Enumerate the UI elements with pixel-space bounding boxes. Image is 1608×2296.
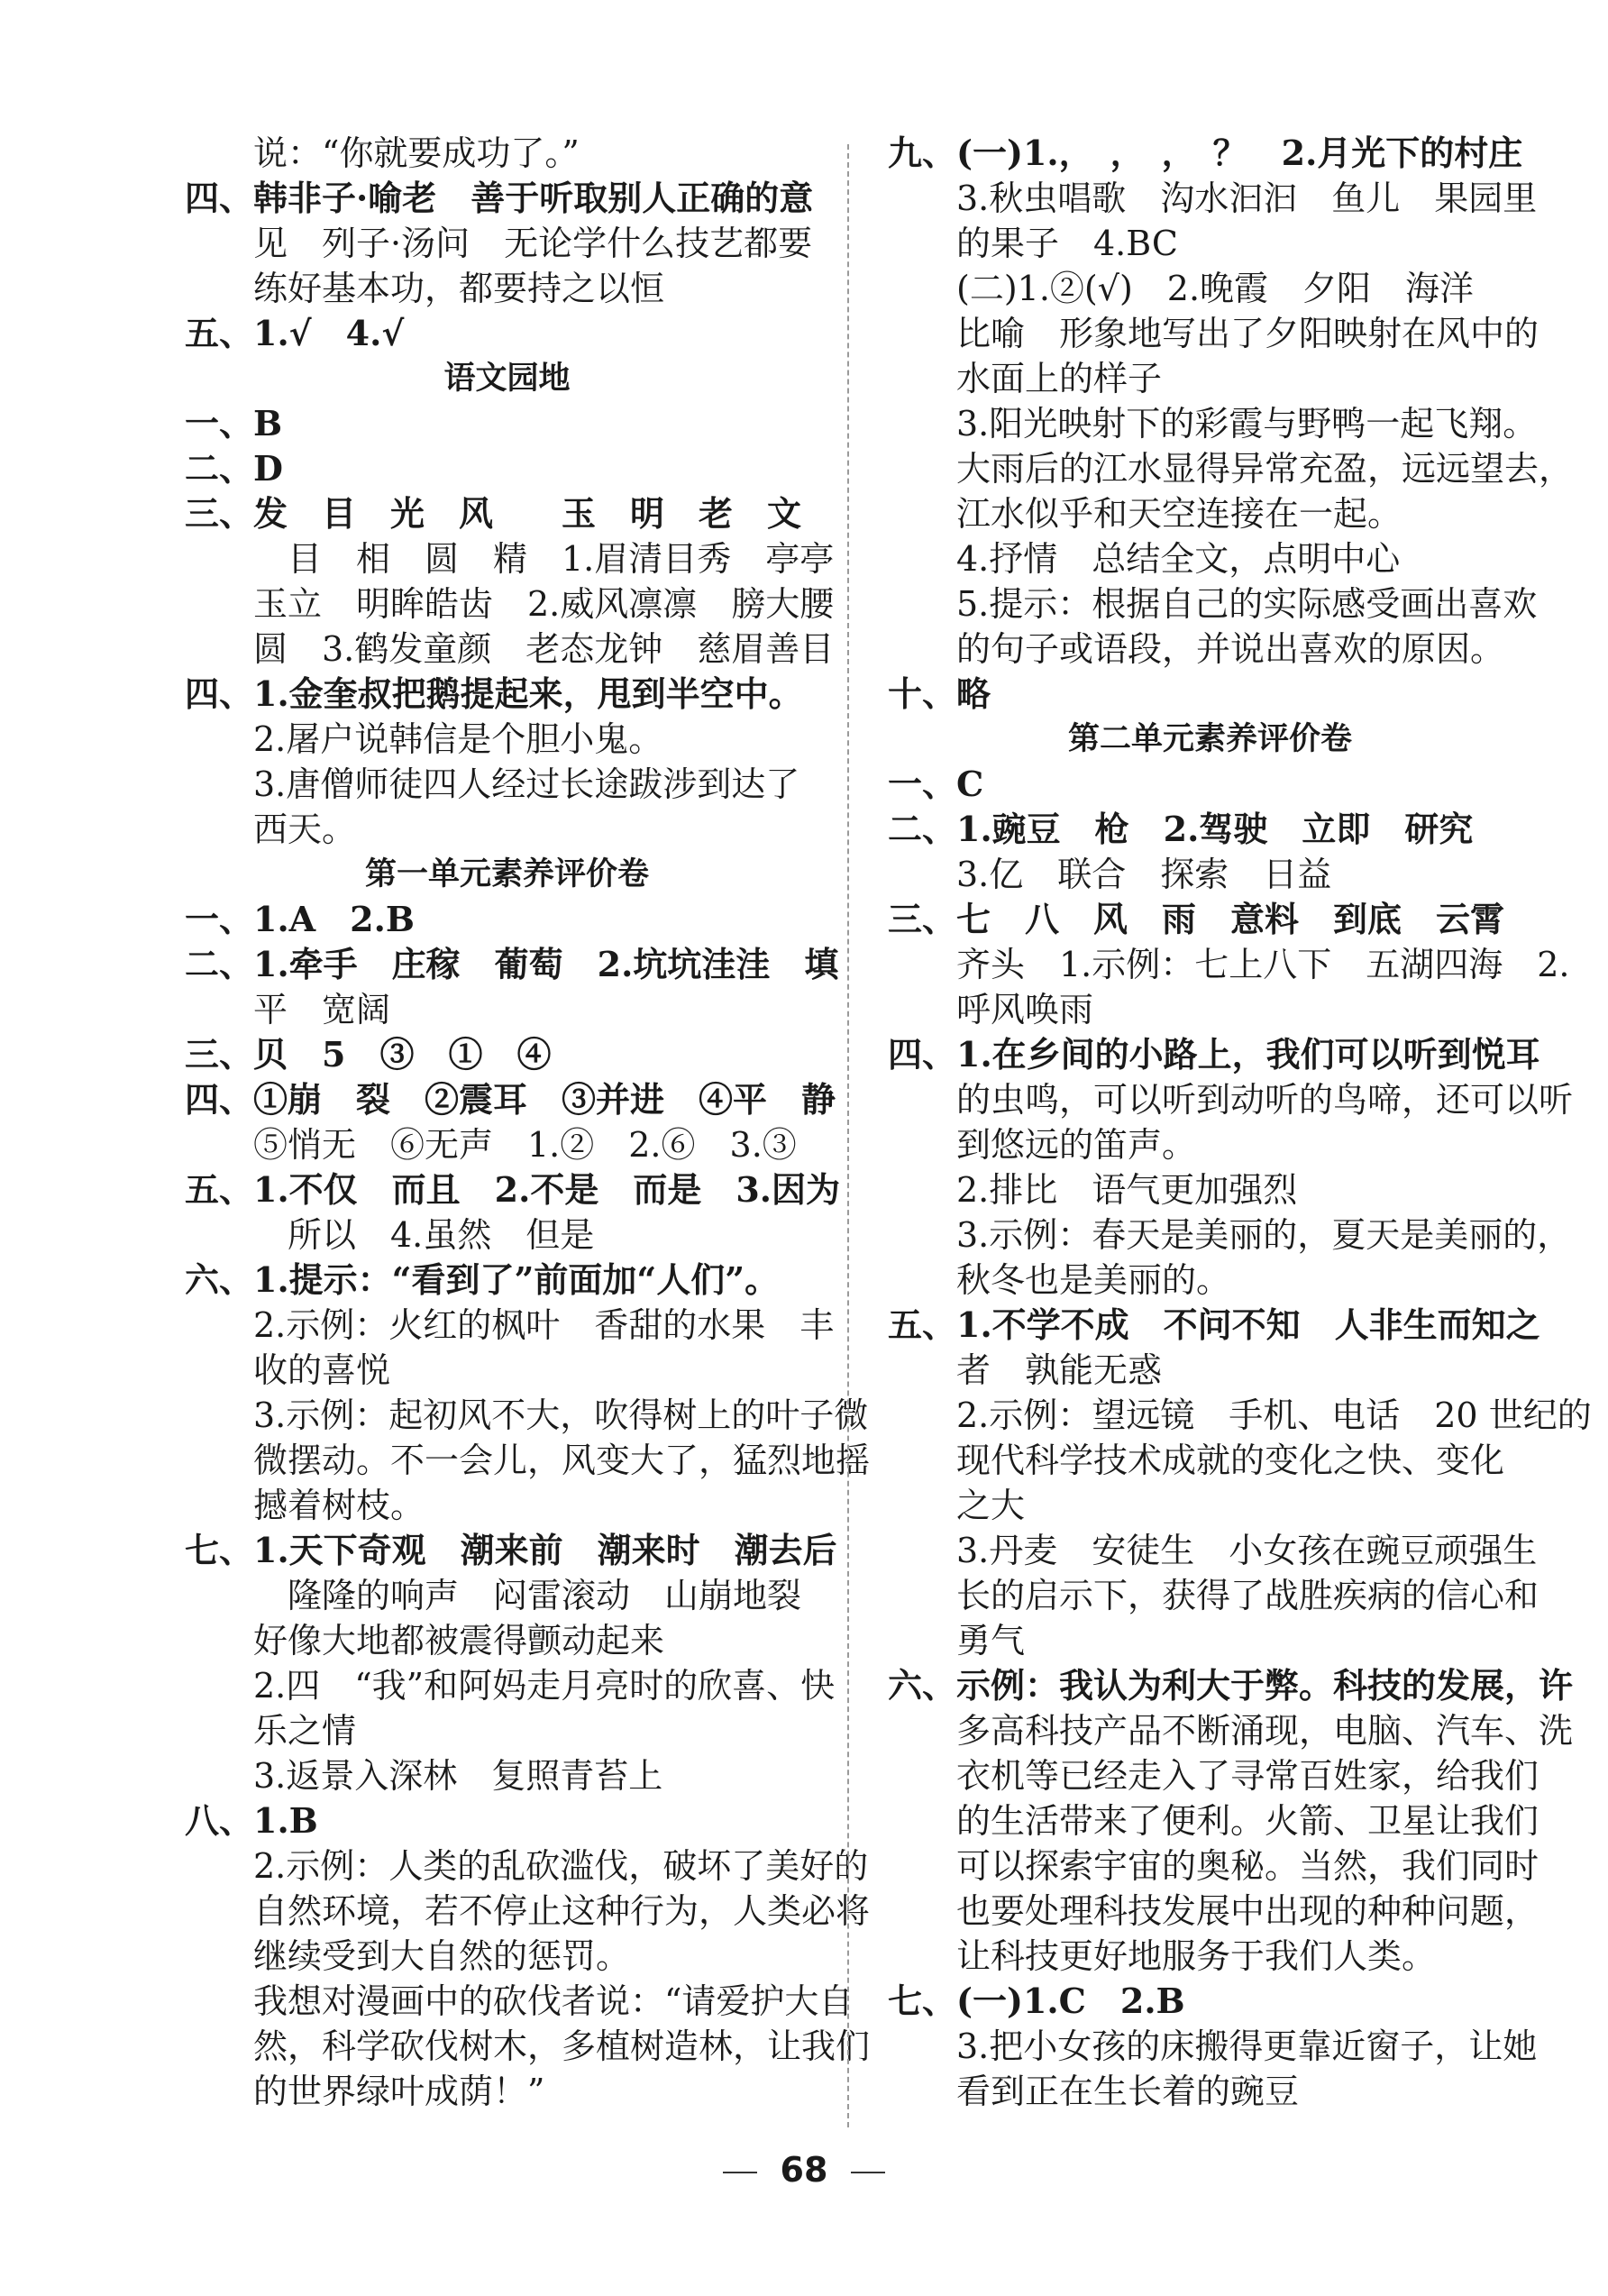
answer-line: 齐头 1.示例：七上八下 五湖四海 2. xyxy=(956,945,1570,984)
answer-line: 收的喜悦 xyxy=(253,1350,391,1390)
answer-line: 自然环境，若不停止这种行为，人类必将 xyxy=(253,1891,871,1931)
answer-line: 现代科学技术成就的变化之快、变化 xyxy=(956,1441,1505,1480)
answer-line: 三、发 目 光 风 玉 明 老 文 xyxy=(185,493,802,534)
right-column xyxy=(888,131,1592,2114)
answer-line: 我想对漫画中的砍伐者说：“请爱护大自 xyxy=(253,1981,854,2021)
answer-line: 3.丹麦 安徒生 小女孩在豌豆顽强生 xyxy=(956,1531,1538,1570)
answer-line: 的果子 4.BC xyxy=(956,224,1178,263)
answer-line: 十、略 xyxy=(888,673,991,714)
answer-line: 3.示例：春天是美丽的，夏天是美丽的， xyxy=(956,1215,1572,1255)
answer-line: 2.示例：火红的枫叶 香甜的水果 丰 xyxy=(253,1305,835,1345)
answer-line: 二、1.牵手 庄稼 葡萄 2.坑坑洼洼 填 xyxy=(185,944,839,984)
answer-line: 2.示例：望远镜 手机、电话 20 世纪的 xyxy=(956,1395,1592,1435)
answer-line: 七、1.天下奇观 潮来前 潮来时 潮去后 xyxy=(185,1530,837,1570)
answer-line: 四、1.在乡间的小路上，我们可以听到悦耳 xyxy=(888,1034,1540,1075)
answer-line: 练好基本功，都要持之以恒 xyxy=(253,269,665,308)
answer-line: 2.示例：人类的乱砍滥伐，破坏了美好的 xyxy=(253,1846,869,1886)
answer-line: 一、C xyxy=(888,764,984,804)
answer-line: 者 孰能无惑 xyxy=(956,1350,1163,1390)
footer-dash-right xyxy=(851,2172,885,2173)
answer-line: 平 宽阔 xyxy=(253,990,391,1029)
answer-line: 之大 xyxy=(956,1486,1026,1525)
answer-line: 江水似乎和天空连接在一起。 xyxy=(956,494,1402,534)
left-column xyxy=(185,131,871,2114)
section-heading: 语文园地 xyxy=(443,361,571,397)
answer-line: 继续受到大自然的惩罚。 xyxy=(253,1936,631,1976)
answer-line: 玉立 明眸皓齿 2.威风凛凛 膀大腰 xyxy=(253,584,835,624)
answer-line: 见 列子·汤问 无论学什么技艺都要 xyxy=(253,224,813,263)
answer-line: 2.排比 语气更加强烈 xyxy=(956,1170,1298,1210)
answer-line: 2.屠户说韩信是个胆小鬼。 xyxy=(253,719,663,759)
answer-line: 圆 3.鹤发童颜 老态龙钟 慈眉善目 xyxy=(253,629,835,669)
answer-line: 的世界绿叶成荫！” xyxy=(253,2072,545,2111)
answer-line: 的虫鸣，可以听到动听的鸟啼，还可以听 xyxy=(956,1080,1574,1120)
answer-line: 撼着树枝。 xyxy=(253,1486,425,1525)
footer-dash-left xyxy=(723,2172,757,2173)
answer-line: 多高科技产品不断涌现，电脑、汽车、洗 xyxy=(956,1711,1574,1751)
answer-line: ⑤悄无 ⑥无声 1.② 2.⑥ 3.③ xyxy=(253,1125,797,1165)
answer-line: 3.唐僧师徒四人经过长途跋涉到达了 xyxy=(253,764,800,804)
answer-line: 看到正在生长着的豌豆 xyxy=(956,2072,1300,2111)
answer-line: 五、1.不仅 而且 2.不是 而是 3.因为 xyxy=(185,1169,841,1210)
answer-line: 比喻 形象地写出了夕阳映射在风中的 xyxy=(956,314,1539,353)
answer-line: 一、B xyxy=(185,403,283,444)
answer-line: 六、示例：我认为利大于弊。科技的发展，许 xyxy=(888,1665,1574,1706)
answer-line: (二)1.②(√) 2.晚霞 夕阳 海洋 xyxy=(956,269,1475,308)
answer-line: 四、韩非子·喻老 善于听取别人正确的意 xyxy=(185,178,814,218)
answer-line: 3.阳光映射下的彩霞与野鸭一起飞翔。 xyxy=(956,404,1538,444)
answer-line: 四、①崩 裂 ②震耳 ③并进 ④平 静 xyxy=(185,1079,836,1120)
answer-line: 说：“你就要成功了。” xyxy=(253,133,580,173)
answer-line: 好像大地都被震得颤动起来 xyxy=(253,1621,665,1660)
answer-line: 五、1.不学不成 不问不知 人非生而知之 xyxy=(888,1304,1540,1345)
answer-line: 的生活带来了便利。火箭、卫星让我们 xyxy=(956,1801,1539,1841)
answer-line: 让科技更好地服务于我们人类。 xyxy=(956,1936,1437,1976)
answer-line: 二、D xyxy=(185,448,283,489)
answer-line: 3.秋虫唱歌 沟水汩汩 鱼儿 果园里 xyxy=(956,178,1538,218)
answer-line: 3.亿 联合 探索 日益 xyxy=(956,855,1332,894)
answer-line: 呼风唤雨 xyxy=(956,990,1094,1029)
answer-line: 的句子或语段，并说出喜欢的原因。 xyxy=(956,629,1505,669)
answer-line: 长的启示下，获得了战胜疾病的信心和 xyxy=(956,1576,1539,1615)
answer-line: 二、1.豌豆 枪 2.驾驶 立即 研究 xyxy=(888,809,1474,849)
answer-line: 三、七 八 风 雨 意料 到底 云霄 xyxy=(888,899,1505,939)
answer-line: 3.把小女孩的床搬得更靠近窗子，让她 xyxy=(956,2026,1538,2066)
answer-line: 九、(一)1.， ， ， ？ 2.月光下的村庄 xyxy=(888,133,1523,173)
answer-line: 水面上的样子 xyxy=(956,359,1163,398)
answer-line: 隆隆的响声 闷雷滚动 山崩地裂 xyxy=(253,1576,802,1615)
answer-line: 勇气 xyxy=(956,1621,1026,1660)
answer-line: 然，科学砍伐树木，多植树造林，让我们 xyxy=(253,2026,871,2066)
answer-line: 可以探索宇宙的奥秘。当然，我们同时 xyxy=(956,1846,1539,1886)
answer-line: 3.示例：起初风不大，吹得树上的叶子微 xyxy=(253,1395,869,1435)
answer-line: 六、1.提示：“看到了”前面加“人们”。 xyxy=(185,1259,780,1300)
answer-line: 西天。 xyxy=(253,810,357,849)
answer-line: 秋冬也是美丽的。 xyxy=(956,1260,1231,1300)
answer-line: 所以 4.虽然 但是 xyxy=(253,1215,595,1255)
answer-line: 大雨后的江水显得异常充盈，远远望去， xyxy=(956,449,1574,489)
answer-line: 五、1.√ 4.√ xyxy=(185,313,405,353)
answer-line: 七、(一)1.C 2.B xyxy=(888,1980,1185,2021)
answer-line: 一、1.A 2.B xyxy=(185,899,415,939)
answer-line: 四、1.金奎叔把鹅提起来，甩到半空中。 xyxy=(185,673,803,714)
answer-line: 微摆动。不一会儿，风变大了，猛烈地摇 xyxy=(253,1441,871,1480)
section-heading: 第二单元素养评价卷 xyxy=(1067,721,1352,757)
answer-line: 目 相 圆 精 1.眉清目秀 亭亭 xyxy=(253,539,835,579)
answer-line: 3.返景入深林 复照青苔上 xyxy=(253,1756,663,1796)
answer-line: 2.四 “我”和阿妈走月亮时的欣喜、快 xyxy=(253,1666,836,1706)
section-heading: 第一单元素养评价卷 xyxy=(364,856,649,892)
answer-line: 到悠远的笛声。 xyxy=(956,1125,1197,1165)
answer-line: 4.抒情 总结全文，点明中心 xyxy=(956,539,1401,579)
answer-line: 三、贝 5 ③ ① ④ xyxy=(185,1034,552,1075)
column-divider xyxy=(847,144,849,2127)
page-number: 68 xyxy=(780,2150,828,2190)
answer-line: 乐之情 xyxy=(253,1711,357,1751)
answer-line: 也要处理科技发展中出现的种种问题， xyxy=(956,1891,1539,1931)
answer-line: 八、1.B xyxy=(185,1800,318,1841)
answer-line: 5.提示：根据自己的实际感受画出喜欢 xyxy=(956,584,1538,624)
page-footer xyxy=(0,2150,1608,2190)
answer-line: 衣机等已经走入了寻常百姓家，给我们 xyxy=(956,1756,1539,1796)
